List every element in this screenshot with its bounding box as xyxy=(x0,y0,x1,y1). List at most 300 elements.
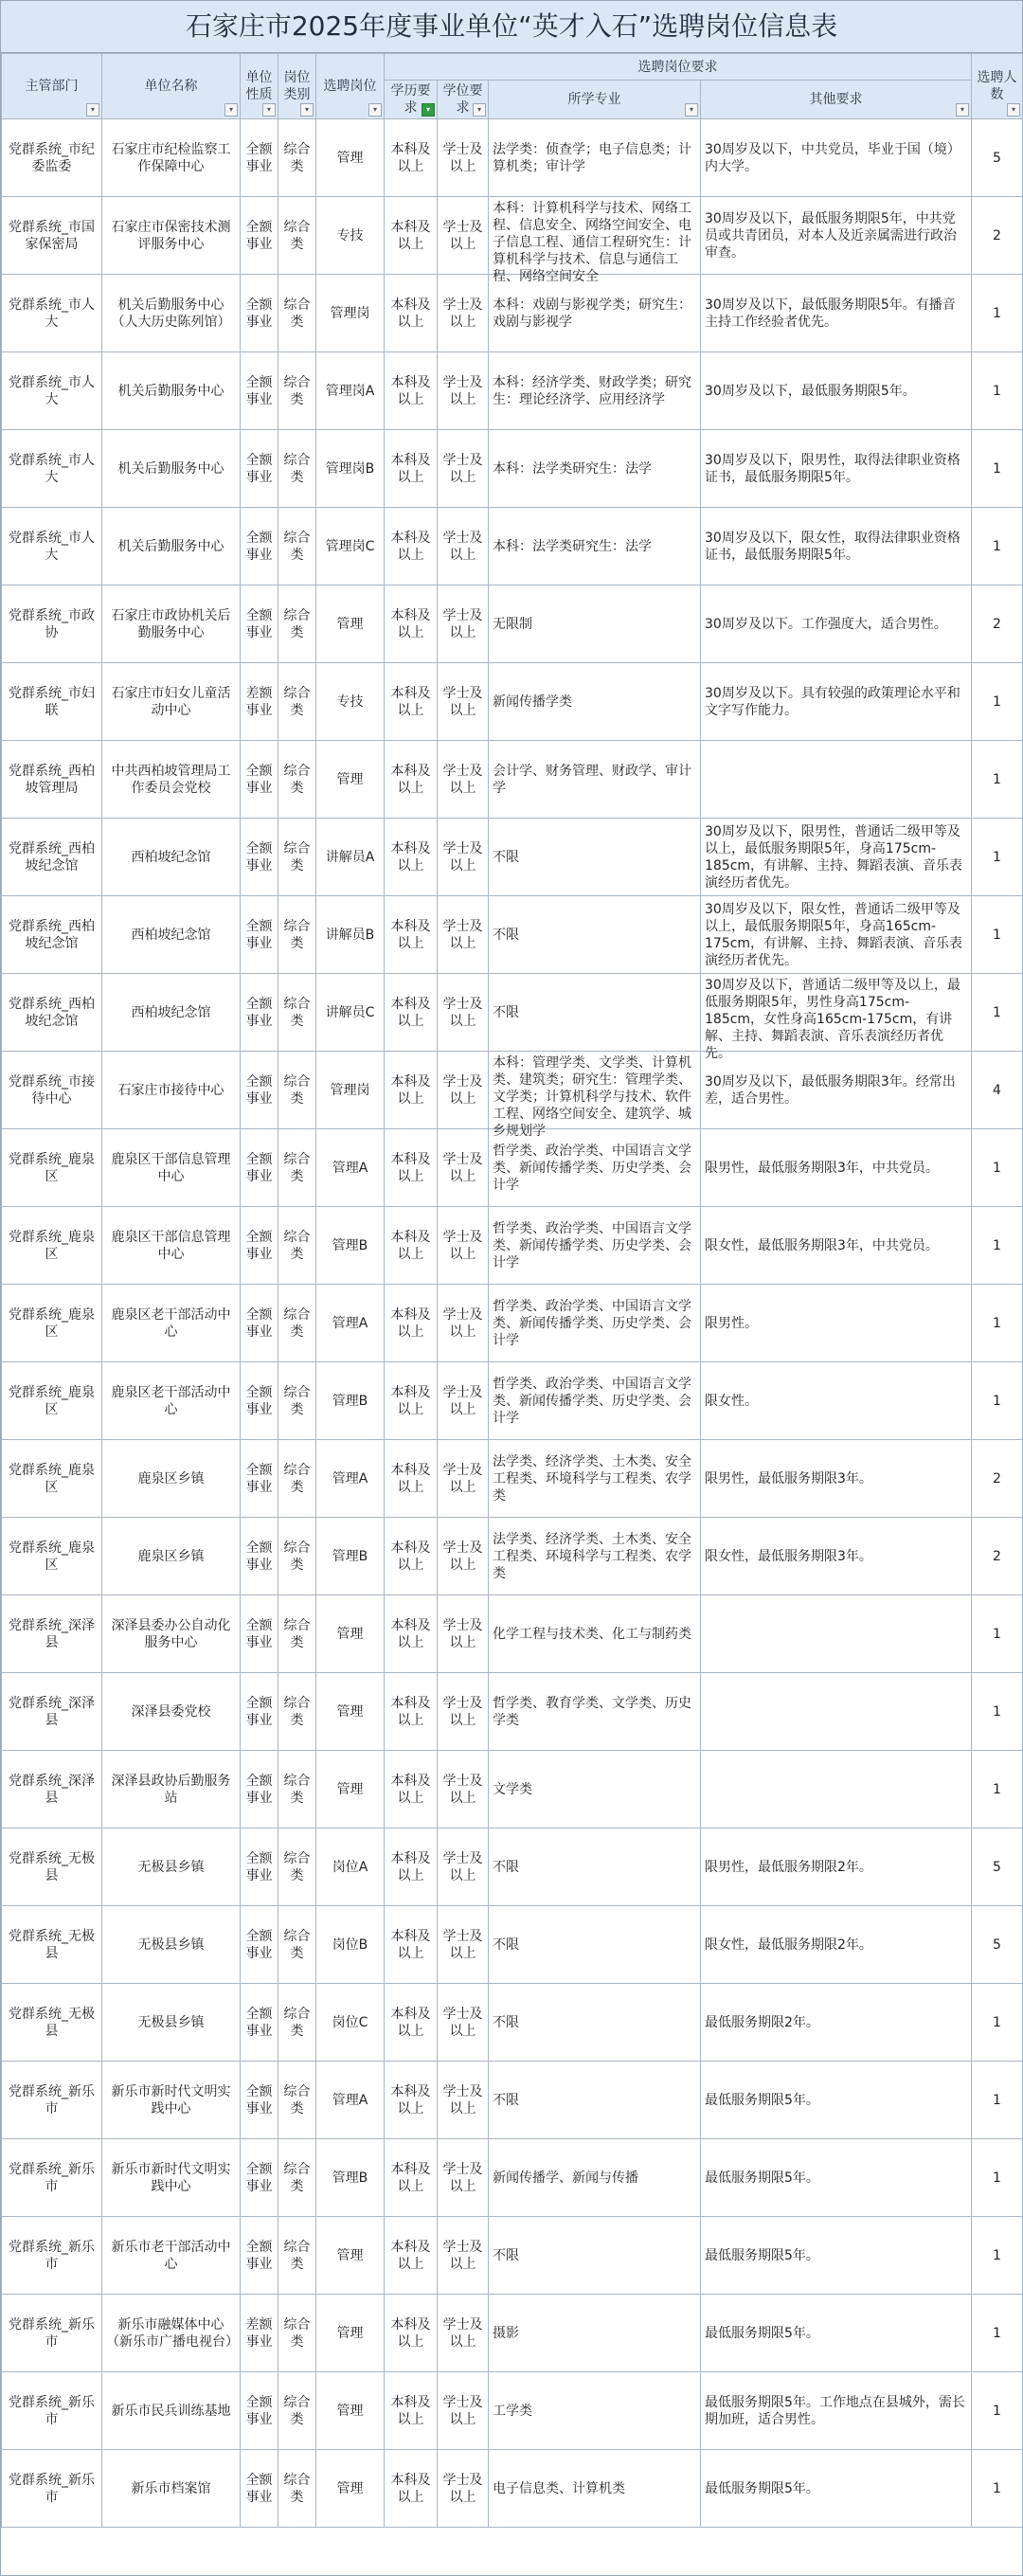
dept-cell[interactable] xyxy=(2,2295,102,2372)
header-nature[interactable]: 单位性质 ▾ xyxy=(241,54,278,119)
unit-cell[interactable] xyxy=(102,1518,241,1595)
nature-cell[interactable] xyxy=(241,119,278,197)
unit-cell[interactable] xyxy=(102,2062,241,2139)
major-cell[interactable] xyxy=(489,896,701,974)
post-cell[interactable] xyxy=(316,1052,385,1129)
count-cell[interactable] xyxy=(972,1906,1023,1984)
filter-dropdown-icon[interactable]: ▾ xyxy=(473,103,486,117)
dept-cell[interactable] xyxy=(2,275,102,352)
dept-cell[interactable] xyxy=(2,1518,102,1595)
post-cell[interactable] xyxy=(316,508,385,585)
nature-cell[interactable] xyxy=(241,1984,278,2062)
count-cell[interactable] xyxy=(972,352,1023,430)
degree-cell[interactable] xyxy=(438,1285,489,1362)
edu-cell[interactable] xyxy=(385,352,438,430)
major-cell[interactable] xyxy=(489,197,701,284)
unit-cell[interactable] xyxy=(102,896,241,974)
post-cell[interactable] xyxy=(316,974,385,1052)
edu-cell[interactable] xyxy=(385,2217,438,2295)
edu-cell[interactable] xyxy=(385,1518,438,1595)
dept-cell[interactable] xyxy=(2,197,102,275)
edu-cell[interactable] xyxy=(385,119,438,197)
category-cell[interactable] xyxy=(278,741,316,819)
count-cell[interactable] xyxy=(972,2139,1023,2217)
dept-cell[interactable] xyxy=(2,2217,102,2295)
degree-cell[interactable] xyxy=(438,508,489,585)
major-cell[interactable] xyxy=(489,585,701,663)
post-cell[interactable] xyxy=(316,119,385,197)
edu-cell[interactable] xyxy=(385,2450,438,2528)
other-cell[interactable] xyxy=(701,819,972,896)
major-cell[interactable] xyxy=(489,974,701,1052)
post-cell[interactable] xyxy=(316,1673,385,1751)
unit-cell[interactable] xyxy=(102,2372,241,2450)
degree-cell[interactable] xyxy=(438,1362,489,1440)
unit-cell[interactable] xyxy=(102,1052,241,1129)
category-cell[interactable] xyxy=(278,974,316,1052)
other-cell[interactable] xyxy=(701,1984,972,2062)
other-cell[interactable] xyxy=(701,663,972,741)
header-post[interactable]: 选聘岗位 ▾ xyxy=(316,54,385,119)
edu-cell[interactable] xyxy=(385,430,438,508)
edu-cell[interactable] xyxy=(385,1828,438,1906)
post-cell[interactable] xyxy=(316,2139,385,2217)
dept-cell[interactable] xyxy=(2,119,102,197)
dept-cell[interactable] xyxy=(2,508,102,585)
category-cell[interactable] xyxy=(278,1052,316,1129)
edu-cell[interactable] xyxy=(385,2295,438,2372)
nature-cell[interactable] xyxy=(241,1673,278,1751)
other-cell[interactable] xyxy=(701,1673,972,1751)
major-cell[interactable] xyxy=(489,741,701,819)
count-cell[interactable] xyxy=(972,275,1023,352)
degree-cell[interactable] xyxy=(438,1595,489,1673)
major-cell[interactable] xyxy=(489,275,701,352)
category-cell[interactable] xyxy=(278,2139,316,2217)
major-cell[interactable] xyxy=(489,119,701,197)
dept-cell[interactable] xyxy=(2,1906,102,1984)
nature-cell[interactable] xyxy=(241,197,278,275)
dept-cell[interactable] xyxy=(2,430,102,508)
dept-cell[interactable] xyxy=(2,741,102,819)
nature-cell[interactable] xyxy=(241,896,278,974)
unit-cell[interactable] xyxy=(102,974,241,1052)
unit-cell[interactable] xyxy=(102,1906,241,1984)
major-cell[interactable] xyxy=(489,1673,701,1751)
header-dept[interactable]: 主管部门 ▾ xyxy=(2,54,102,119)
count-cell[interactable] xyxy=(972,819,1023,896)
post-cell[interactable] xyxy=(316,585,385,663)
dept-cell[interactable] xyxy=(2,1595,102,1673)
post-cell[interactable] xyxy=(316,1595,385,1673)
edu-cell[interactable] xyxy=(385,2372,438,2450)
category-cell[interactable] xyxy=(278,1518,316,1595)
dept-cell[interactable] xyxy=(2,1052,102,1129)
edu-cell[interactable] xyxy=(385,663,438,741)
other-cell[interactable] xyxy=(701,2139,972,2217)
filter-active-icon[interactable]: ▾ xyxy=(422,103,435,117)
nature-cell[interactable] xyxy=(241,430,278,508)
major-cell[interactable] xyxy=(489,1906,701,1984)
dept-cell[interactable] xyxy=(2,1362,102,1440)
other-cell[interactable] xyxy=(701,1595,972,1673)
post-cell[interactable] xyxy=(316,663,385,741)
post-cell[interactable] xyxy=(316,2217,385,2295)
category-cell[interactable] xyxy=(278,1362,316,1440)
edu-cell[interactable] xyxy=(385,1673,438,1751)
post-cell[interactable] xyxy=(316,2062,385,2139)
count-cell[interactable] xyxy=(972,585,1023,663)
post-cell[interactable] xyxy=(316,352,385,430)
degree-cell[interactable] xyxy=(438,741,489,819)
other-cell[interactable] xyxy=(701,896,972,974)
category-cell[interactable] xyxy=(278,1207,316,1285)
major-cell[interactable] xyxy=(489,2295,701,2372)
unit-cell[interactable] xyxy=(102,1440,241,1518)
other-cell[interactable] xyxy=(701,352,972,430)
header-category[interactable]: 岗位类别 ▾ xyxy=(278,54,316,119)
major-cell[interactable] xyxy=(489,508,701,585)
count-cell[interactable] xyxy=(972,1828,1023,1906)
filter-dropdown-icon[interactable]: ▾ xyxy=(224,103,238,117)
unit-cell[interactable] xyxy=(102,1673,241,1751)
major-cell[interactable] xyxy=(489,1828,701,1906)
other-cell[interactable] xyxy=(701,974,972,1061)
degree-cell[interactable] xyxy=(438,119,489,197)
unit-cell[interactable] xyxy=(102,1751,241,1828)
unit-cell[interactable] xyxy=(102,1129,241,1207)
count-cell[interactable] xyxy=(972,1362,1023,1440)
edu-cell[interactable] xyxy=(385,1207,438,1285)
category-cell[interactable] xyxy=(278,1828,316,1906)
count-cell[interactable] xyxy=(972,2372,1023,2450)
unit-cell[interactable] xyxy=(102,119,241,197)
degree-cell[interactable] xyxy=(438,1052,489,1129)
unit-cell[interactable] xyxy=(102,1207,241,1285)
count-cell[interactable] xyxy=(972,741,1023,819)
category-cell[interactable] xyxy=(278,1129,316,1207)
degree-cell[interactable] xyxy=(438,663,489,741)
unit-cell[interactable] xyxy=(102,430,241,508)
post-cell[interactable] xyxy=(316,741,385,819)
degree-cell[interactable] xyxy=(438,275,489,352)
category-cell[interactable] xyxy=(278,508,316,585)
unit-cell[interactable] xyxy=(102,2450,241,2528)
major-cell[interactable] xyxy=(489,819,701,896)
post-cell[interactable] xyxy=(316,1285,385,1362)
post-cell[interactable] xyxy=(316,1440,385,1518)
post-cell[interactable] xyxy=(316,819,385,896)
major-cell[interactable] xyxy=(489,2139,701,2217)
other-cell[interactable] xyxy=(701,1129,972,1207)
edu-cell[interactable] xyxy=(385,585,438,663)
major-cell[interactable] xyxy=(489,2217,701,2295)
major-cell[interactable] xyxy=(489,1052,701,1139)
unit-cell[interactable] xyxy=(102,197,241,275)
degree-cell[interactable] xyxy=(438,2139,489,2217)
unit-cell[interactable] xyxy=(102,2139,241,2217)
post-cell[interactable] xyxy=(316,1362,385,1440)
nature-cell[interactable] xyxy=(241,1751,278,1828)
count-cell[interactable] xyxy=(972,508,1023,585)
count-cell[interactable] xyxy=(972,1440,1023,1518)
other-cell[interactable] xyxy=(701,197,972,275)
other-cell[interactable] xyxy=(701,1828,972,1906)
category-cell[interactable] xyxy=(278,585,316,663)
other-cell[interactable] xyxy=(701,1751,972,1828)
post-cell[interactable] xyxy=(316,275,385,352)
count-cell[interactable] xyxy=(972,2062,1023,2139)
unit-cell[interactable] xyxy=(102,352,241,430)
other-cell[interactable] xyxy=(701,2295,972,2372)
filter-dropdown-icon[interactable]: ▾ xyxy=(86,103,99,117)
major-cell[interactable] xyxy=(489,1362,701,1440)
nature-cell[interactable] xyxy=(241,352,278,430)
major-cell[interactable] xyxy=(489,1984,701,2062)
unit-cell[interactable] xyxy=(102,2217,241,2295)
count-cell[interactable] xyxy=(972,1207,1023,1285)
header-unit[interactable]: 单位名称 ▾ xyxy=(102,54,241,119)
other-cell[interactable] xyxy=(701,508,972,585)
category-cell[interactable] xyxy=(278,119,316,197)
filter-dropdown-icon[interactable]: ▾ xyxy=(368,103,382,117)
post-cell[interactable] xyxy=(316,1129,385,1207)
nature-cell[interactable] xyxy=(241,1207,278,1285)
edu-cell[interactable] xyxy=(385,1984,438,2062)
dept-cell[interactable] xyxy=(2,1207,102,1285)
unit-cell[interactable] xyxy=(102,2295,241,2372)
major-cell[interactable] xyxy=(489,663,701,741)
other-cell[interactable] xyxy=(701,275,972,352)
edu-cell[interactable] xyxy=(385,1285,438,1362)
degree-cell[interactable] xyxy=(438,1129,489,1207)
post-cell[interactable] xyxy=(316,2372,385,2450)
major-cell[interactable] xyxy=(489,352,701,430)
count-cell[interactable] xyxy=(972,119,1023,197)
degree-cell[interactable] xyxy=(438,585,489,663)
count-cell[interactable] xyxy=(972,1751,1023,1828)
count-cell[interactable] xyxy=(972,1595,1023,1673)
degree-cell[interactable] xyxy=(438,1828,489,1906)
category-cell[interactable] xyxy=(278,2217,316,2295)
nature-cell[interactable] xyxy=(241,2062,278,2139)
dept-cell[interactable] xyxy=(2,2139,102,2217)
unit-cell[interactable] xyxy=(102,508,241,585)
nature-cell[interactable] xyxy=(241,1906,278,1984)
nature-cell[interactable] xyxy=(241,1595,278,1673)
count-cell[interactable] xyxy=(972,896,1023,974)
edu-cell[interactable] xyxy=(385,819,438,896)
major-cell[interactable] xyxy=(489,1129,701,1207)
dept-cell[interactable] xyxy=(2,1285,102,1362)
post-cell[interactable] xyxy=(316,1984,385,2062)
dept-cell[interactable] xyxy=(2,1751,102,1828)
count-cell[interactable] xyxy=(972,2295,1023,2372)
nature-cell[interactable] xyxy=(241,741,278,819)
nature-cell[interactable] xyxy=(241,1285,278,1362)
other-cell[interactable] xyxy=(701,1052,972,1129)
degree-cell[interactable] xyxy=(438,1751,489,1828)
dept-cell[interactable] xyxy=(2,1440,102,1518)
filter-dropdown-icon[interactable]: ▾ xyxy=(262,103,276,117)
edu-cell[interactable] xyxy=(385,1052,438,1129)
count-cell[interactable] xyxy=(972,2450,1023,2528)
dept-cell[interactable] xyxy=(2,2450,102,2528)
filter-dropdown-icon[interactable]: ▾ xyxy=(956,103,969,117)
edu-cell[interactable] xyxy=(385,741,438,819)
dept-cell[interactable] xyxy=(2,352,102,430)
dept-cell[interactable] xyxy=(2,1129,102,1207)
category-cell[interactable] xyxy=(278,275,316,352)
unit-cell[interactable] xyxy=(102,663,241,741)
count-cell[interactable] xyxy=(972,1285,1023,1362)
degree-cell[interactable] xyxy=(438,2450,489,2528)
post-cell[interactable] xyxy=(316,430,385,508)
degree-cell[interactable] xyxy=(438,896,489,974)
nature-cell[interactable] xyxy=(241,663,278,741)
unit-cell[interactable] xyxy=(102,819,241,896)
category-cell[interactable] xyxy=(278,1751,316,1828)
post-cell[interactable] xyxy=(316,896,385,974)
nature-cell[interactable] xyxy=(241,2372,278,2450)
edu-cell[interactable] xyxy=(385,896,438,974)
post-cell[interactable] xyxy=(316,2450,385,2528)
other-cell[interactable] xyxy=(701,1362,972,1440)
edu-cell[interactable] xyxy=(385,1129,438,1207)
unit-cell[interactable] xyxy=(102,741,241,819)
nature-cell[interactable] xyxy=(241,1362,278,1440)
dept-cell[interactable] xyxy=(2,663,102,741)
other-cell[interactable] xyxy=(701,585,972,663)
major-cell[interactable] xyxy=(489,2062,701,2139)
unit-cell[interactable] xyxy=(102,1595,241,1673)
filter-dropdown-icon[interactable]: ▾ xyxy=(300,103,314,117)
degree-cell[interactable] xyxy=(438,430,489,508)
degree-cell[interactable] xyxy=(438,1984,489,2062)
nature-cell[interactable] xyxy=(241,2295,278,2372)
unit-cell[interactable] xyxy=(102,1362,241,1440)
degree-cell[interactable] xyxy=(438,2062,489,2139)
other-cell[interactable] xyxy=(701,1207,972,1285)
nature-cell[interactable] xyxy=(241,1518,278,1595)
category-cell[interactable] xyxy=(278,1673,316,1751)
category-cell[interactable] xyxy=(278,2372,316,2450)
unit-cell[interactable] xyxy=(102,275,241,352)
major-cell[interactable] xyxy=(489,1595,701,1673)
edu-cell[interactable] xyxy=(385,1362,438,1440)
dept-cell[interactable] xyxy=(2,974,102,1052)
major-cell[interactable] xyxy=(489,1285,701,1362)
degree-cell[interactable] xyxy=(438,819,489,896)
header-other[interactable]: 其他要求 ▾ xyxy=(701,81,972,119)
count-cell[interactable] xyxy=(972,2217,1023,2295)
degree-cell[interactable] xyxy=(438,2217,489,2295)
category-cell[interactable] xyxy=(278,819,316,896)
nature-cell[interactable] xyxy=(241,819,278,896)
post-cell[interactable] xyxy=(316,1207,385,1285)
edu-cell[interactable] xyxy=(385,275,438,352)
count-cell[interactable] xyxy=(972,1052,1023,1129)
unit-cell[interactable] xyxy=(102,1828,241,1906)
dept-cell[interactable] xyxy=(2,2062,102,2139)
other-cell[interactable] xyxy=(701,1440,972,1518)
category-cell[interactable] xyxy=(278,1285,316,1362)
nature-cell[interactable] xyxy=(241,2139,278,2217)
major-cell[interactable] xyxy=(489,2372,701,2450)
degree-cell[interactable] xyxy=(438,2295,489,2372)
degree-cell[interactable] xyxy=(438,1440,489,1518)
post-cell[interactable] xyxy=(316,1751,385,1828)
dept-cell[interactable] xyxy=(2,1984,102,2062)
count-cell[interactable] xyxy=(972,1984,1023,2062)
count-cell[interactable] xyxy=(972,663,1023,741)
major-cell[interactable] xyxy=(489,1440,701,1518)
nature-cell[interactable] xyxy=(241,1440,278,1518)
edu-cell[interactable] xyxy=(385,974,438,1052)
nature-cell[interactable] xyxy=(241,585,278,663)
other-cell[interactable] xyxy=(701,430,972,508)
edu-cell[interactable] xyxy=(385,2139,438,2217)
nature-cell[interactable] xyxy=(241,1828,278,1906)
other-cell[interactable] xyxy=(701,2217,972,2295)
category-cell[interactable] xyxy=(278,2295,316,2372)
category-cell[interactable] xyxy=(278,1595,316,1673)
category-cell[interactable] xyxy=(278,2450,316,2528)
count-cell[interactable] xyxy=(972,1518,1023,1595)
major-cell[interactable] xyxy=(489,430,701,508)
header-major[interactable]: 所学专业 ▾ xyxy=(489,81,701,119)
count-cell[interactable] xyxy=(972,197,1023,275)
major-cell[interactable] xyxy=(489,1518,701,1595)
degree-cell[interactable] xyxy=(438,1207,489,1285)
edu-cell[interactable] xyxy=(385,508,438,585)
major-cell[interactable] xyxy=(489,2450,701,2528)
degree-cell[interactable] xyxy=(438,197,489,275)
count-cell[interactable] xyxy=(972,974,1023,1052)
degree-cell[interactable] xyxy=(438,974,489,1052)
category-cell[interactable] xyxy=(278,2062,316,2139)
post-cell[interactable] xyxy=(316,197,385,275)
dept-cell[interactable] xyxy=(2,2372,102,2450)
dept-cell[interactable] xyxy=(2,819,102,896)
header-degree[interactable]: 学位要求 ▾ xyxy=(438,81,489,119)
dept-cell[interactable] xyxy=(2,585,102,663)
edu-cell[interactable] xyxy=(385,2062,438,2139)
unit-cell[interactable] xyxy=(102,1285,241,1362)
unit-cell[interactable] xyxy=(102,585,241,663)
nature-cell[interactable] xyxy=(241,2217,278,2295)
header-count[interactable]: 选聘人数 ▾ xyxy=(972,54,1023,119)
other-cell[interactable] xyxy=(701,1285,972,1362)
edu-cell[interactable] xyxy=(385,1440,438,1518)
other-cell[interactable] xyxy=(701,1906,972,1984)
other-cell[interactable] xyxy=(701,741,972,819)
category-cell[interactable] xyxy=(278,430,316,508)
count-cell[interactable] xyxy=(972,1673,1023,1751)
other-cell[interactable] xyxy=(701,2450,972,2528)
nature-cell[interactable] xyxy=(241,2450,278,2528)
category-cell[interactable] xyxy=(278,663,316,741)
major-cell[interactable] xyxy=(489,1751,701,1828)
count-cell[interactable] xyxy=(972,430,1023,508)
degree-cell[interactable] xyxy=(438,352,489,430)
dept-cell[interactable] xyxy=(2,896,102,974)
other-cell[interactable] xyxy=(701,119,972,197)
category-cell[interactable] xyxy=(278,1906,316,1984)
filter-dropdown-icon[interactable]: ▾ xyxy=(685,103,698,117)
degree-cell[interactable] xyxy=(438,2372,489,2450)
count-cell[interactable] xyxy=(972,1129,1023,1207)
